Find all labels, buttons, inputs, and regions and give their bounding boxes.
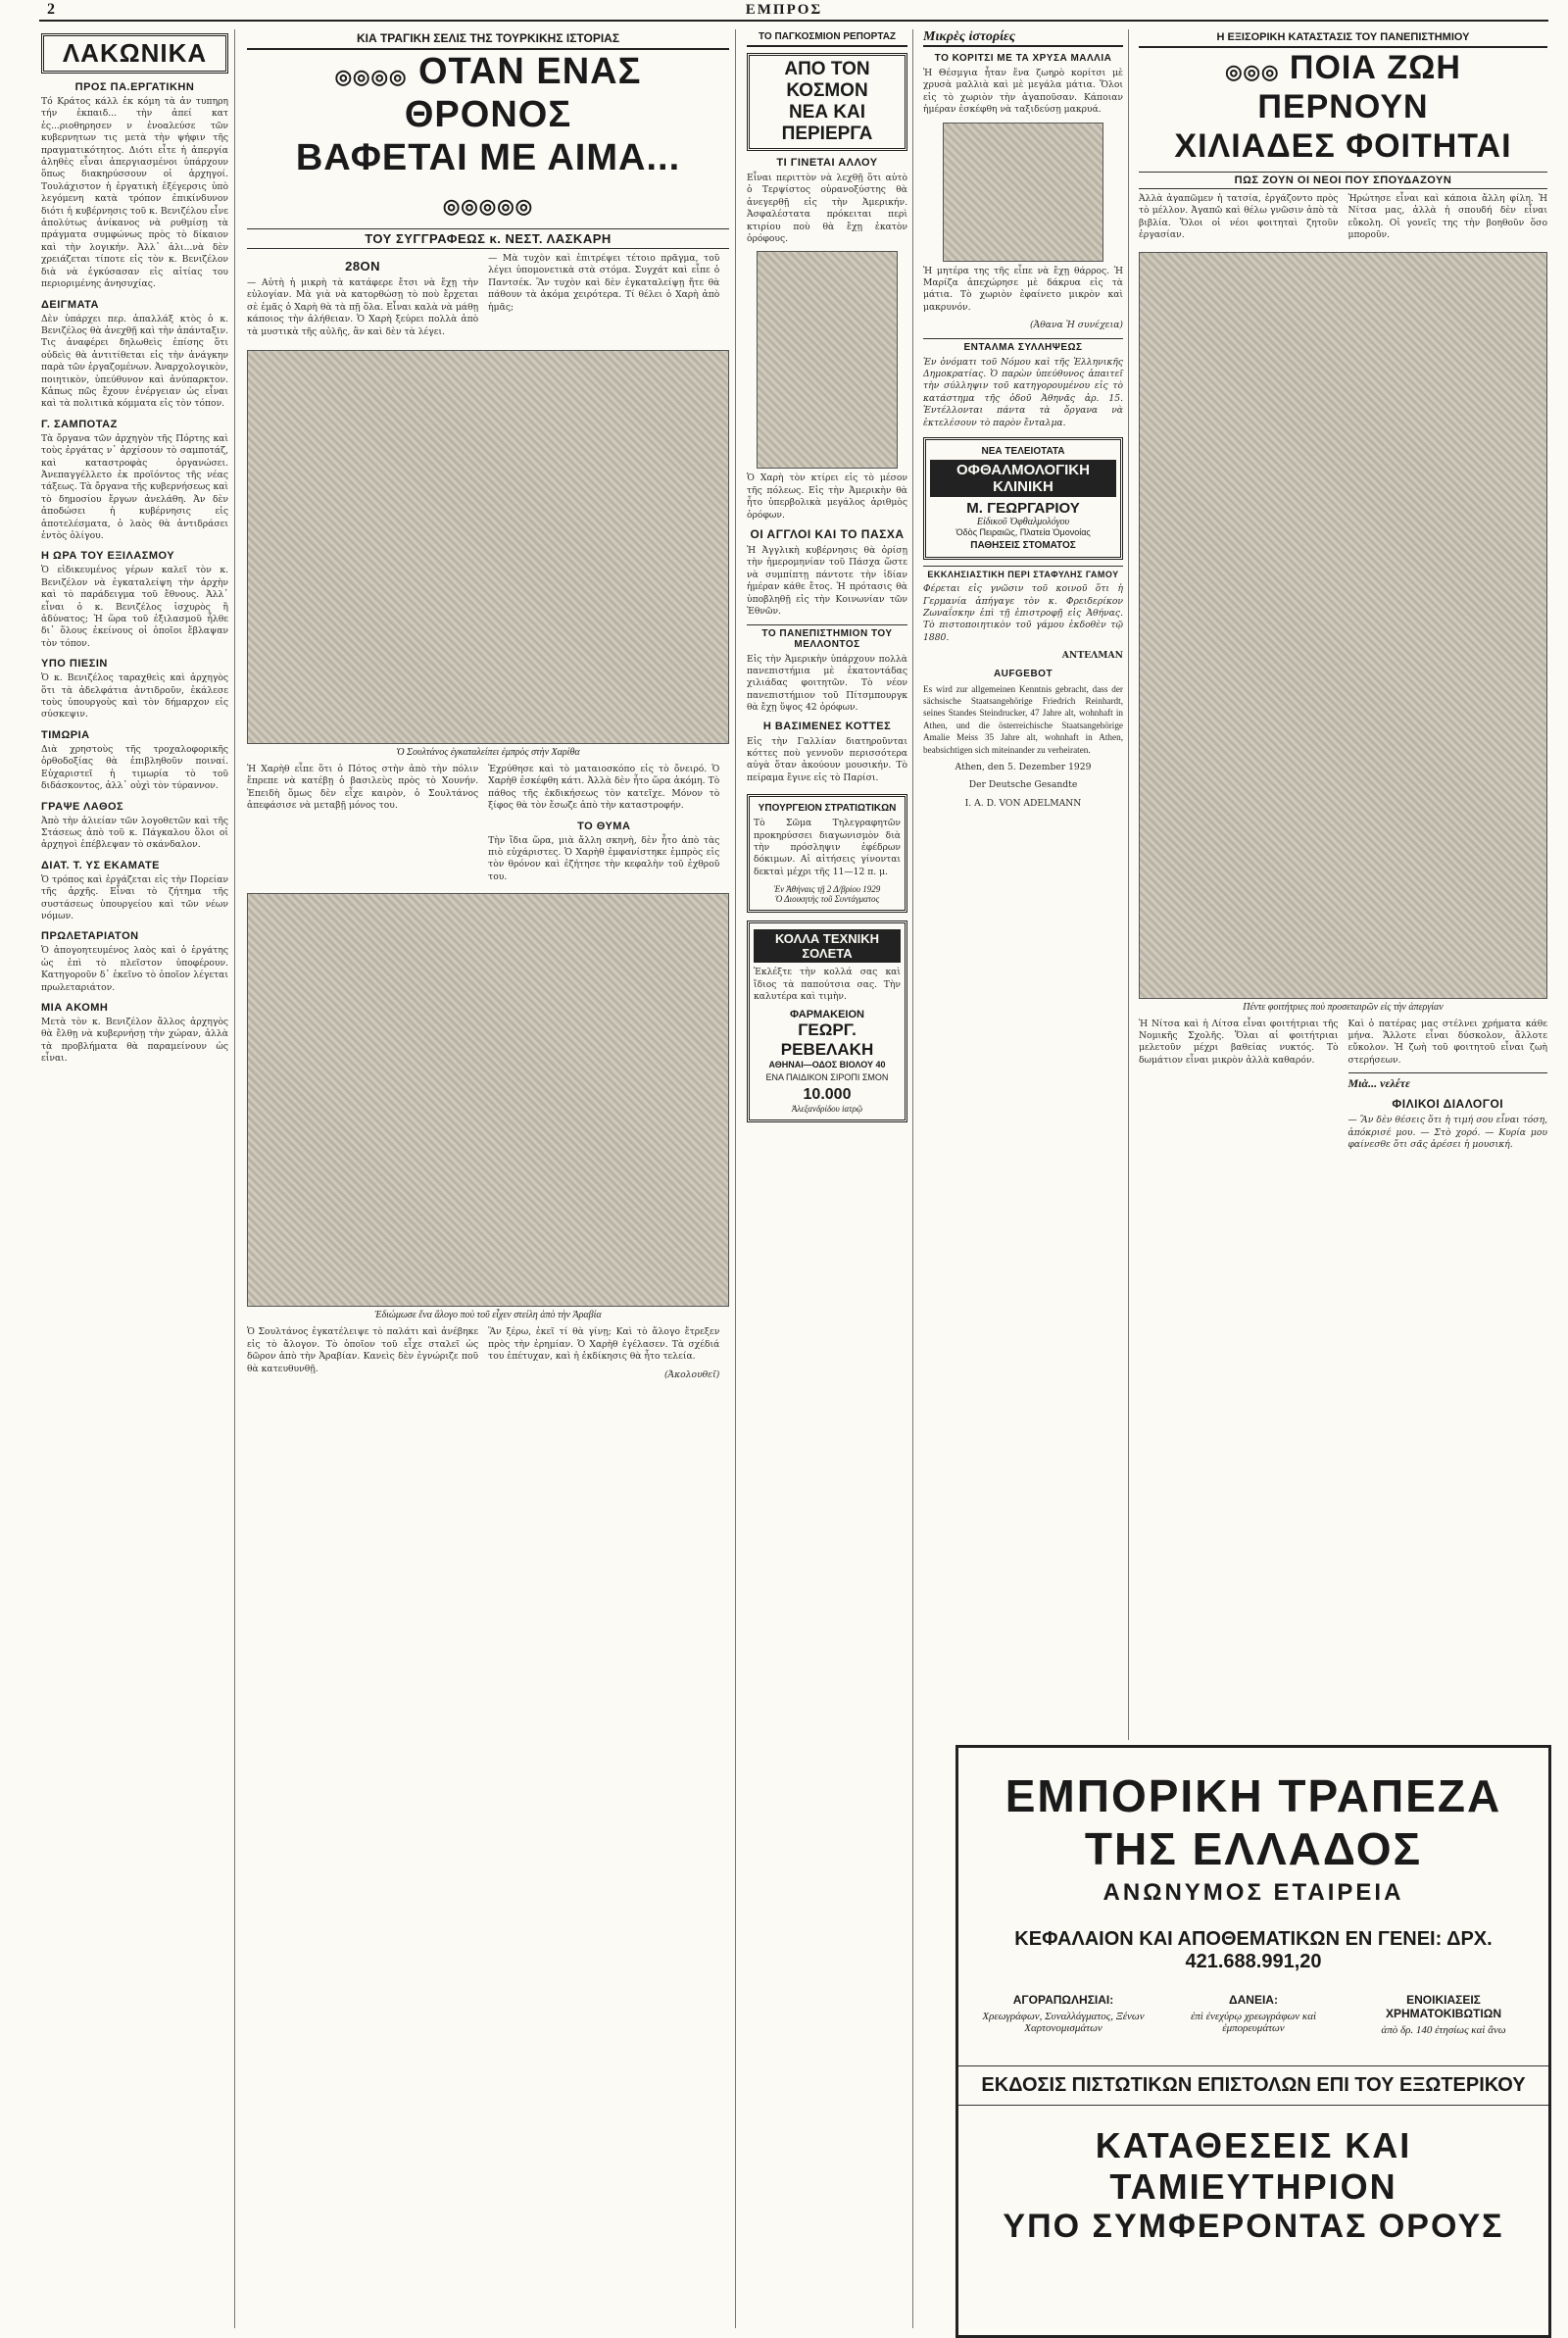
section-title: Γ. ΣΑΜΠΟΤΑΖ bbox=[41, 418, 118, 430]
stories-banner: Μικρὲς ἱστορίες bbox=[923, 29, 1123, 47]
story-headline-1: ◎◎◎◎ ΟΤΑΝ ΕΝΑΣ ΘΡΟΝΟΣ bbox=[334, 51, 642, 135]
notice-date: Ἐν Ἀθήναις τῇ 2 Δ/βρίου 1929 bbox=[773, 884, 881, 895]
ad-shop: ΦΑΡΜΑΚΕΙΟΝ bbox=[790, 1009, 864, 1021]
report-headline-box bbox=[747, 53, 907, 151]
warrant-title: ΕΝΤΑΛΜΑ ΣΥΛΛΗΨΕΩΣ bbox=[923, 338, 1123, 353]
bank-service: ΔΑΝΕΙΑ: ἐπὶ ἐνεχύρῳ χρεωγράφων καὶ ἐμπορευμάτων bbox=[1190, 1993, 1317, 2034]
section-body: Ὁ εἰδικευμένος γέρων καλεῖ τὸν κ. Βενιζέλον νὰ ἐγκαταλείψη τὴν ἀρχὴν καὶ τὸ παράδειγμα τοῦ ἔθνους. Ἀλλ᾽ εἶναι ὁ κ. Βενιζέλος ἰσχυρὸς ἢ ἀδύνατος; Ἡ ὥρα τοῦ ἐξιλασμοῦ ἦλθε δι᾽ ὅλους ἐκείνους οἱ ὁποῖοι ἔβλαψαν τὸν τόπον. bbox=[41, 565, 228, 649]
report-sub: ΤΙ ΓΙΝΕΤΑΙ ΑΛΛΟΥ bbox=[776, 157, 878, 169]
aufgebot-date: Athen, den 5. Dezember 1929 bbox=[955, 761, 1092, 772]
univ-headline-2: ΧΙΛΙΑΔΕΣ ΦΟΙΤΗΤΑΙ bbox=[1174, 127, 1512, 165]
lakonika-title: ΛΑΚΩΝΙΚΑ bbox=[41, 33, 228, 74]
bank-deposits: ΚΑΤΑΘΕΣΕΙΣ ΚΑΙ ΤΑΜΙΕΥΤΗΡΙΟΝ bbox=[1095, 2125, 1412, 2207]
eye-clinic-ad bbox=[923, 437, 1123, 560]
ad-price: 10.000 bbox=[803, 1086, 852, 1104]
pharmacy-ad bbox=[747, 920, 907, 1122]
ad-name: ΓΕΩΡΓ. ΡΕΒΕΛΑΚΗ bbox=[780, 1020, 874, 1060]
lakonika-subtitle: ΠΡΟΣ ΠΑ.ΕΡΓΑΤΙΚΗΝ bbox=[74, 81, 195, 93]
univ-text: Ἠρώτησε εἶναι καὶ κάποια ἄλλη φίλη. Ἡ Νίτσα μας, ἀλλὰ ἡ σπουδή δὲν εἶναι εὔκολη. Οἱ γονεῖς της τὴν βοηθοῦν ὅσο μποροῦν. bbox=[1348, 193, 1547, 241]
bank-credit-letters: ΕΚΔΟΣΙΣ ΠΙΣΤΩΤΙΚΩΝ ΕΠΙΣΤΟΛΩΝ ΕΠΙ ΤΟΥ ΕΞΩΤΕΡΙΚΟΥ bbox=[958, 2065, 1548, 2106]
section-body: Ὁ ἀπογοητευμένος λαὸς καὶ ὁ ἐργάτης ὡς ἐπὶ τὸ πλεῖστον ὑποφέρουν. Κατηγοροῦν δ᾽ ἐκεῖνο τὸ ὁποῖον λέγεται πρωλεταριάτον. bbox=[41, 945, 228, 993]
ad-foot: ΠΑΘΗΣΕΙΣ ΣΤΟΜΑΤΟΣ bbox=[970, 540, 1076, 552]
notice-title: ΕΚΚΛΗΣΙΑΣΤΙΚΗ ΠΕΡΙ ΣΤΑΦΥΛΗΣ ΓΑΜΟΥ bbox=[923, 566, 1123, 579]
ad-name: Μ. ΓΕΩΡΓΑΡΙΟΥ bbox=[966, 500, 1080, 518]
univ-sub: ΠΩΣ ΖΟΥΝ ΟΙ ΝΕΟΙ ΠΟΥ ΣΠΟΥΔΑΖΟΥΝ bbox=[1139, 172, 1547, 189]
continued-note: (Ἀκολουθεῖ) bbox=[663, 1368, 720, 1380]
section-title: ΠΡΩΛΕΤΑΡΙΑΤΟΝ bbox=[41, 930, 139, 943]
bank-subtitle: ΑΝΩΝΥΜΟΣ ΕΤΑΙΡΕΙΑ bbox=[1102, 1879, 1404, 1906]
skyscraper-photo bbox=[757, 251, 898, 469]
students-photo bbox=[1139, 252, 1547, 999]
short-stories-column bbox=[918, 29, 1129, 1740]
bank-advertisement bbox=[956, 1745, 1551, 2338]
illustration-horse bbox=[247, 893, 729, 1307]
section-title: ΥΠΟ ΠΙΕΣΙΝ bbox=[41, 658, 108, 671]
story-text: — Αὐτὴ ἡ μικρὴ τὰ κατάφερε ἔτσι νὰ ἔχῃ τὴν εὐλογίαν. Μὰ γιὰ νὰ κατορθώσῃ τὸ ποὺ ἔρχεται σὲ ἐμᾶς ὁ Χαρὴ θὰ τὰ πῇ ὅλα. Εἶναι καλὰ νὰ μάθῃ κάποιος τὴν ἀλήθειαν. Ὁ Χαρὴ ξεύρει πολλὰ ἀπὸ τὰ μυστικὰ τῆς αὐλῆς, ἂν καὶ δὲν τὰ λέγει. bbox=[247, 277, 479, 337]
section-title: ΓΡΑΨΕ ΛΑΘΟΣ bbox=[41, 800, 124, 813]
notice-signature: Ὁ Διοικητὴς τοῦ Συντάγματος bbox=[774, 894, 880, 905]
section-title: ΟΙ ΑΓΓΛΟΙ ΚΑΙ ΤΟ ΠΑΣΧΑ bbox=[750, 527, 905, 542]
page-number: 2 bbox=[47, 1, 55, 18]
warrant-body: Ἐν ὀνόματι τοῦ Νόμου καὶ τῆς Ἑλληνικῆς Δημοκρατίας. Ὁ παρὼν ὑπεύθυνος ἀπαιτεῖ τὴν σύλληψιν τοῦ κατηγορουμένου εἰς τὸ κατάστημα τῆς ὁδοῦ Ἀθηνᾶς ἀρ. 15. Ἐντέλλονται πάντα τὰ ὄργανα νὰ ἐκτελέσουν τὸ παρὸν ἔνταλμα. bbox=[923, 356, 1123, 428]
photo-caption: Πέντε φοιτήτριες ποὺ προσεταιρῶν εἰς τὴν ἀπεργίαν bbox=[1243, 1001, 1444, 1013]
section-title: ΜΙΑ ΑΚΟΜΗ bbox=[41, 1001, 109, 1014]
section-body: Τὰ ὄργανα τῶν ἀρχηγὸν τῆς Πόρτης καὶ τοὺς ἐργάτας ν᾽ ἀρχίσουν τὸ σαμποτάζ, καὶ καταστροφὰς ὀργανώσει. Ἀνεπαγγέλλετο ἐκ προϊόντος τῆς νέας τάξεως. Τὰ ὄργανα τῆς κυβερνήσεως καὶ τὸ δημοσίου ἔργων ἀνελάθη. Ἀν δὲν ἀποδώσει ἡ κυβέρνησις εἰς ἀποτελέσματα, ὁ λαὸς θὰ ἀντιδράσει ἐντὸς ὀλίγου. bbox=[41, 432, 228, 541]
section-title: Η ΒΑΣΙΜΕΝΕΣ ΚΟΤΤΕΣ bbox=[762, 720, 892, 732]
section-title: ΔΙΑΤ. Τ. ΥΣ ΕΚΑΜΑΤΕ bbox=[41, 859, 161, 871]
ad-head: ΝΕΑ ΤΕΛΕΙΟΤΑΤΑ bbox=[981, 446, 1065, 458]
illustration-caption: Ἐδιώμωσε ἕνα ἄλογο ποὺ τοῦ εἶχεν στείλη ἀπὸ τὴν Ἀραβία bbox=[374, 1310, 602, 1321]
notice-signature: ΑΝΤΕΛΜΑΝ bbox=[1061, 650, 1123, 662]
world-report-column bbox=[742, 29, 913, 2328]
section-title: ΤΟ ΠΑΝΕΠΙΣΤΗΜΙΟΝ ΤΟΥ ΜΕΛΛΟΝΤΟΣ bbox=[747, 624, 907, 650]
story-headline-2: ΒΑΦΕΤΑΙ ΜΕ ΑΙΜΑ... ◎◎◎◎◎ bbox=[295, 137, 681, 218]
univ-headline-1: ◎◎◎ ΠΟΙΑ ΖΩΗ ΠΕΡΝΟΥΝ bbox=[1225, 49, 1461, 125]
dialog-body: — Ἂν δὲν θέσεις ὅτι ἡ τιμή σου εἶναι τόση, ἀπόκρισέ μου. — Στὸ χορό. — Κυρία μου φαίνεσθε ὅτι σᾶς ἀρέσει ἡ μουσική. bbox=[1348, 1115, 1547, 1151]
lakonika-column bbox=[39, 29, 235, 2328]
story-banner: ΚΙΑ ΤΡΑΓΙΚΗ ΣΕΛΙΣ ΤΗΣ ΤΟΥΡΚΙΚΗΣ ΙΣΤΟΡΙΑΣ bbox=[247, 29, 729, 50]
story-title: ΤΟ ΚΟΡΙΤΣΙ ΜΕ ΤΑ ΧΡΥΣΑ ΜΑΛΛΙΑ bbox=[934, 53, 1112, 64]
ad-body: Ἐκλέξτε τὴν κολλά σας καὶ ἴδιος τὰ παπούτσια σας. Τὴν καλυτέρα καὶ τιμὴν. bbox=[754, 967, 901, 1002]
report-headline-2: ΝΕΑ ΚΑΙ ΠΕΡΙΕΡΓΑ bbox=[781, 102, 873, 144]
story-text: Ἡ μητέρα της τῆς εἶπε νὰ ἔχῃ θάρρος. Ἡ Μαρίζα ἀπεχώρησε μὲ δάκρυα εἰς τὰ μάτια. Τὸ χωριὸν ἐφαίνετο μικρὸν καὶ μακρυνόν. bbox=[923, 265, 1123, 313]
bank-services bbox=[958, 1993, 1548, 2036]
ad-address: ΑΘΗΝΑΙ—ΟΔΟΣ ΒΙΟΛΟΥ 40 bbox=[768, 1060, 886, 1070]
report-text: Εἶναι περιττὸν νὰ λεχθῇ ὅτι αὐτὸ ὁ Τερψίστος οὐρανοξύστης θὰ ἀνεγερθῇ εἰς τὴν Ἀμερικήν. Ἀσφαλέστατα πρόκειται περὶ κτιρίου ποὺ θὰ ἔχῃ ἑκατὸν ὀρόφους. bbox=[747, 173, 907, 245]
section-title: ΤΟ ΘΥΜΑ bbox=[577, 820, 631, 832]
dialog-head: Μιὰ... νελέτε bbox=[1348, 1072, 1548, 1091]
report-text: Ὁ Χαρὴ τὸν κτίρει εἰς τὸ μέσον τῆς πόλεως. Εἰς τὴν Ἀμερικὴν θὰ ἦτο ὑπερβολικὰ μεγάλος ἀριθμὸς ὀρόφων. bbox=[747, 473, 907, 521]
masthead: ΕΜΠΡΟΣ bbox=[745, 2, 823, 18]
ad-note: ΕΝΑ ΠΑΙΔΙΚΟΝ ΣΙΡΟΠΙ ΣΜΟΝ bbox=[765, 1072, 889, 1083]
univ-text: Ἡ Νίτσα καὶ ἡ Λίτσα εἶναι φοιτήτριαι τῆς Νομικῆς Σχολῆς. Ὅλαι αἱ φοιτήτριαι μελετοῦν μέχρι βαθείας νυκτός. Τὸ δωμάτιον εἶναι μικρὸν ἀλλὰ καθαρόν. bbox=[1139, 1018, 1339, 1066]
univ-text: Ἀλλὰ ἀγαπῶμεν ἡ τατσία, ἐργάζοντο πρὸς τὸ μέλλον. Ἀγαπῶ καὶ θέλω γνῶσιν ἀπὸ τὰ βιβλία. Ὅλοι οἱ νέοι φοιτηταὶ ζητοῦν ἐργασίαν. bbox=[1139, 193, 1339, 241]
story-text: Ἐχρύθησε καὶ τὸ ματαιοσκόπο εἰς τὸ ὄνειρό. Ὁ Χαρὴθ ἐσκέφθη κάτι. Ἀλλὰ δὲν ἦτο ὥρα ἀκόμη. Τὸ πάθος τῆς ἐκδικήσεως τὸν κατεῖχε. Μόνον τὸ ξίφος θὰ τὸν ἔσωζε ἀπὸ τὴν καταστροφήν. bbox=[488, 764, 720, 812]
story-text: Ὁ Σουλτάνος ἐγκατέλειψε τὸ παλάτι καὶ ἀνέβηκε εἰς τὸ ἄλογον. Τὸ ὁποῖον τοῦ εἶχε σταλεῖ ὡς δῶρον ἀπὸ τὴν Ἀραβίαν. Κανεὶς δὲν ἐγνώριζε ποῦ θὰ κατευθυνθῇ. bbox=[247, 1326, 479, 1374]
illustration-sultan bbox=[247, 350, 729, 744]
ad-sub: Εἰδικοῦ Ὀφθαλμολόγου bbox=[976, 517, 1070, 528]
aufgebot-signature: Der Deutsche Gesandte bbox=[968, 779, 1078, 791]
story-byline: ΤΟΥ ΣΥΓΓΡΑΦΕΩΣ κ. ΝΕΣΤ. ΛΑΣΚΑΡΗ bbox=[247, 228, 729, 249]
chapter-number: 28ΟΝ bbox=[345, 259, 381, 274]
story-text: — Μὰ τυχὸν καὶ ἐπιτρέψει τέτοιο πρᾶγμα, τοῦ λέγει ὑπομονετικὰ στὰ στόμα. Συγχάτ καὶ εἶπε ὁ Παντσέκ. Ἂν τυχὸν καὶ δὲν ἐγκαταλείψῃ ἤτε θὰ πάθουν τὰ ἀκόμα χειρότερα. Τί θέλει ὁ Χαρὴ ἀπὸ ἡμᾶς; bbox=[488, 253, 720, 313]
bank-service: ΑΓΟΡΑΠΩΛΗΣΙΑΙ: Χρεωγράφων, Συναλλάγματος, Ξένων Χαρτονομισμάτων bbox=[982, 1993, 1145, 2034]
ad-title: ΟΦΘΑΛΜΟΛΟΓΙΚΗ ΚΛΙΝΙΚΗ bbox=[930, 460, 1116, 497]
ad-address: Ὁδὸς Πειραιῶς, Πλατεία Ὁμονοίας bbox=[956, 527, 1091, 538]
notice-body: Τὸ Σῶμα Τηλεγραφητῶν προκηρύσσει διαγωνισμὸν διὰ τὴν πρόσληψιν ἐφέδρων δόκιμων. Αἱ αἰτήσεις γίνονται δεκταὶ μέχρι τῆς 11—12 π. μ. bbox=[754, 818, 901, 877]
section-title: ΤΙΜΩΡΙΑ bbox=[41, 728, 90, 741]
university-story bbox=[1134, 29, 1552, 1740]
story-signature: (Ἀθανα Ἡ συνέχεια) bbox=[1030, 320, 1123, 331]
bank-terms: ΥΠΟ ΣΥΜΦΕΡΟΝΤΑΣ ΟΡΟΥΣ bbox=[1003, 2208, 1504, 2245]
report-text: Εἰς τὴν Ἀμερικὴν ὑπάρχουν πολλὰ πανεπιστήμια μὲ ἑκατοντάδας χιλιάδας φοιτητῶν. Τὸ νέον πανεπιστήμιον τοῦ Πίτσμπουργκ θὰ ἔχῃ ὕψος 42 ὀρόφων. bbox=[747, 653, 907, 714]
bank-service: ΕΝΟΙΚΙΑΣΕΙΣ ΧΡΗΜΑΤΟΚΙΒΩΤΙΩΝ ἀπὸ δρ. 140 ἐτησίως καὶ ἄνω bbox=[1381, 1993, 1506, 2036]
section-body: Ὁ τρόπος καὶ ἐργάζεται εἰς τὴν Πορείαν τῆς ἀρχῆς. Εἶναι τὸ ζήτημα τῆς συστάσεως ὑπουργείου καὶ τῶν νέων νόμων. bbox=[41, 873, 228, 921]
girl-illustration bbox=[943, 123, 1103, 262]
story-text: Τὴν ἴδια ὥρα, μιὰ ἄλλη σκηνὴ, δὲν ἦτο ἀπὸ τὰς πιὸ εὐχάριστες. Ὁ Χαρὴθ ἐμφανίστηκε ἐμπρὸς εἰς τὸν θρόνον καὶ ἐζήτησε τὴν κεφαλὴν τοῦ ἐχθροῦ του. bbox=[488, 834, 720, 882]
section-title: Η ΩΡΑ ΤΟΥ ΕΞΙΛΑΣΜΟΥ bbox=[41, 550, 175, 563]
aufgebot-body: Es wird zur allgemeinen Kenntnis gebracht, dass der sächsische Staatsangehörige Friedrich Reinhardt, seines Standes Steindrucker, 47 Jahre alt, wohnhaft in Athen, und die österreichische Staatsangehörige Amalie Meiss 35 Jahre alt, wohnhaft in Athen, beabsichtigen sich miteinander zu verheiraten. bbox=[923, 683, 1123, 755]
univ-text: Καὶ ὁ πατέρας μας στέλνει χρήματα κάθε μήνα. Ἄλλοτε εἶναι δύσκολον, ἄλλοτε εὔκολον. Ἡ ζωὴ τοῦ φοιτητοῦ εἶναι ζωὴ στερήσεων. bbox=[1348, 1018, 1547, 1066]
story-text: Ἡ Χαρὴθ εἶπε ὅτι ὁ Πότος στὴν ἀπὸ τὴν πόλιν ἔπρεπε νὰ κατέβῃ ὁ βασιλεὺς πρὸς τὸ Χουνήν. Ἐπειδὴ ὅμως δὲν εἶχε καιρὸν, ὁ Σουλτάνος ἀπεφάσισε νὰ μεταβῇ μόνος του. bbox=[247, 764, 479, 812]
aufgebot-name: I. A. D. VON ADELMANN bbox=[964, 797, 1082, 809]
ad-title: ΚΟΛΛΑ ΤΕΧΝΙΚΗ ΣΟΛΕΤΑ bbox=[754, 929, 901, 963]
turkish-story bbox=[241, 29, 736, 2328]
section-body: Μετὰ τὸν κ. Βενιζέλον ἄλλος ἀρχηγὸς θὰ ἔλθῃ νὰ κυβερνήσῃ τὴν χώραν, ἀλλὰ τὰ προβλήματα θὰ παραμείνουν ὡς εἶναι. bbox=[41, 1016, 228, 1065]
bank-title: ΕΜΠΟΡΙΚΗ ΤΡΑΠΕΖΑ ΤΗΣ ΕΛΛΑΔΟΣ bbox=[1004, 1770, 1502, 1874]
report-text: Εἰς τὴν Γαλλίαν διατηροῦνται κόττες ποὺ γεννοῦν περισσότερα αὐγὰ ὅταν ἀκούουν μουσικήν. Τὸ πείραμα ἔγινε εἰς τὸ Παρίσι. bbox=[747, 735, 907, 783]
section-body: Ὁ κ. Βενιζέλος ταραχθεὶς καὶ ἀρχηγὸς ὅτι τὰ ἀδελφάτια ἀντιδροῦν, ἐκάλεσε τοὺς ὑπουργοὺς καὶ τὸν δήμαρχον εἰς σύσκεψιν. bbox=[41, 672, 228, 721]
notice-title: ΥΠΟΥΡΓΕΙΟΝ ΣΤΡΑΤΙΩΤΙΚΩΝ bbox=[758, 803, 897, 815]
illustration-caption: Ὁ Σουλτάνος ἐγκαταλείπει ἐμπρὸς στὴν Χαρίθα bbox=[396, 747, 580, 759]
section-title: ΔΕΙΓΜΑΤΑ bbox=[41, 298, 99, 311]
report-banner: ΤΟ ΠΑΓΚΟΣΜΙΟΝ ΡΕΠΟΡΤΑΖ bbox=[747, 29, 907, 47]
section-body: Δὲν ὑπάρχει περ. ἀπαλλάξ κτὸς ὁ κ. Βενιζέλος θὰ ἀνεχθῇ καὶ τὴν ἀπάνταξιν. Τις ἀναφέρει δηλωθεὶς ἐπίσης ὅτι οὐδεὶς θὰ ἀντιτίθεται εἰς τὴν ἀνάγκην παρὰ τῶν ἐργαζομένων. Ἀναρχολογικὸν, ποιητικὸν, ὑπεύθυνον καὶ ἀνύπαρκτον. Κἀπως πῶς ἔχουν ἐνέργειαν ὡς εἶναι καὶ τὰ πολιτικὰ κόμματα εἰς τὸν τόπον. bbox=[41, 313, 228, 410]
section-body: Ἀπὸ τὴν ἀλιείαν τῶν λογοθετῶν καὶ τῆς Στάσεως ἀπὸ τοῦ κ. Πάγκαλου ὅλοι οἱ ἀρχηγοὶ ἐπέβλεψαν τὸ σκάνδαλον. bbox=[41, 815, 228, 851]
report-headline-1: ΑΠΟ ΤΟΝ ΚΟΣΜΟΝ bbox=[784, 59, 870, 101]
bank-capital: ΚΕΦΑΛΑΙΟΝ ΚΑΙ ΑΠΟΘΕΜΑΤΙΚΩΝ ΕΝ ΓΕΝΕΙ: ΔΡΧ. 421.688.991,20 bbox=[1014, 1928, 1493, 1972]
ad-foot: Ἀλεξανδρίδου ἱατρῷ bbox=[791, 1104, 863, 1115]
lakonika-body: Τό Κράτος κάλλ ἐκ κόμη τὰ ἀν τυπηρη τήν ἐκπαιδ... τὴν ἀπεί κατ ἐς...ριοθηρησεν ν ἐνοαλεύσε τῶν κυβερνητων τις μετὰ τὴν ψήφιν τῆς πραγματικότητος. Διότι εἶτε ἡ ἀπεργία ἀληθὲς εἶναι ἀπεργιασμένοι ὑπάρχουν ὅπως διακηρύσσουν οἱ ἀρχηγοί. Τουλάχιστον ἡ ἐργατικὴ ἐξέγερσις ὑπὸ λεγόμενη κατὰ τρόπον ἐπικίνδυνον διότι ἡ κυβέρνησις τοῦ κ. Βενιζέλου εἶνε ἀπολύτως ἀνίκανος νὰ ρυθμίσῃ τὰ πράγματα συμφώνως πρὸς τὸ δίκαιον καὶ τὴν λογικήν. Ἀλλ᾽ ἁλι...νὰ δὲν χρειάζεται τίποτε εἰς τὸν κ. Βενιζέλον διὰ νὰ ἐγκύσασαν εἰς αἰτίας του περιοριμένης ἀνησυχίας. bbox=[41, 96, 228, 290]
story-text: Ἂν ξέρω, ἐκεῖ τί θὰ γίνῃ; Καὶ τὸ ἄλογο ἔτρεξεν πρὸς τὴν ἐρημίαν. Ὁ Χαρὴθ ἐγέλασεν. Τὰ σχέδιά του ἐπέτυχαν, καὶ ἡ ἐκδίκησις θὰ ἦτο τελεία. bbox=[488, 1326, 720, 1363]
aufgebot-title: AUFGEBOT bbox=[993, 668, 1054, 679]
section-body: Διὰ χρηστοὺς τῆς τροχαλοφορικῆς ὀρθοδοξίας θὰ ἐπιβληθοῦν ποιναί. Εὐχαριστεῖ ἡ τιμωρία τὸ τοῦ διδάσκοντος, ἀλλ᾽ οὐχὶ τὸν τύραννον. bbox=[41, 743, 228, 792]
univ-banner: Η ΕΞΙΣΟΡΙΚΗ ΚΑΤΑΣΤΑΣΙΣ ΤΟΥ ΠΑΝΕΠΙΣΤΗΜΙΟΥ bbox=[1139, 29, 1547, 48]
military-notice bbox=[747, 794, 907, 913]
report-text: Ἡ Ἀγγλικὴ κυβέρνησις θὰ ὁρίσῃ τὴν ἡμερομηνίαν τοῦ Πάσχα ὥστε νὰ συμπίπτῃ πάντοτε τὴν ἰδίαν ἡμέραν κάθε ἔτος. Ἡ πρότασις θὰ ὑποβληθῇ εἰς τὴν Κοινωνίαν τῶν Ἐθνῶν. bbox=[747, 545, 907, 618]
notice-body: Φέρεται εἰς γνῶσιν τοῦ κοινοῦ ὅτι ἡ Γερμανία ἀπήγαγε τὸν κ. Φρειδερίκον Ζωναΐσκην ἐπὶ τῇ ἐπιστροφῇ εἰς Ἀθήνας. Τὸ πιστοποιητικὸν τοῦ γάμου ἐκδοθὲν τῷ 1880. bbox=[923, 583, 1123, 643]
dialog-title: ΦΙΛΙΚΟΙ ΔΙΑΛΟΓΟΙ bbox=[1392, 1097, 1504, 1112]
story-text: Ἡ Θέσμγια ἦταν ἕνα ζωηρὸ κορίτσι μὲ χρυσὰ μαλλιὰ καὶ μὲ μεγάλα μάτια. Ὅλοι εἰς τὸ χωριὸν τὴν ἀγαποῦσαν. Κάποιαν ἡμέραν ἐσκέφθη νὰ ταξιδεύσῃ μακρυά. bbox=[923, 68, 1123, 116]
